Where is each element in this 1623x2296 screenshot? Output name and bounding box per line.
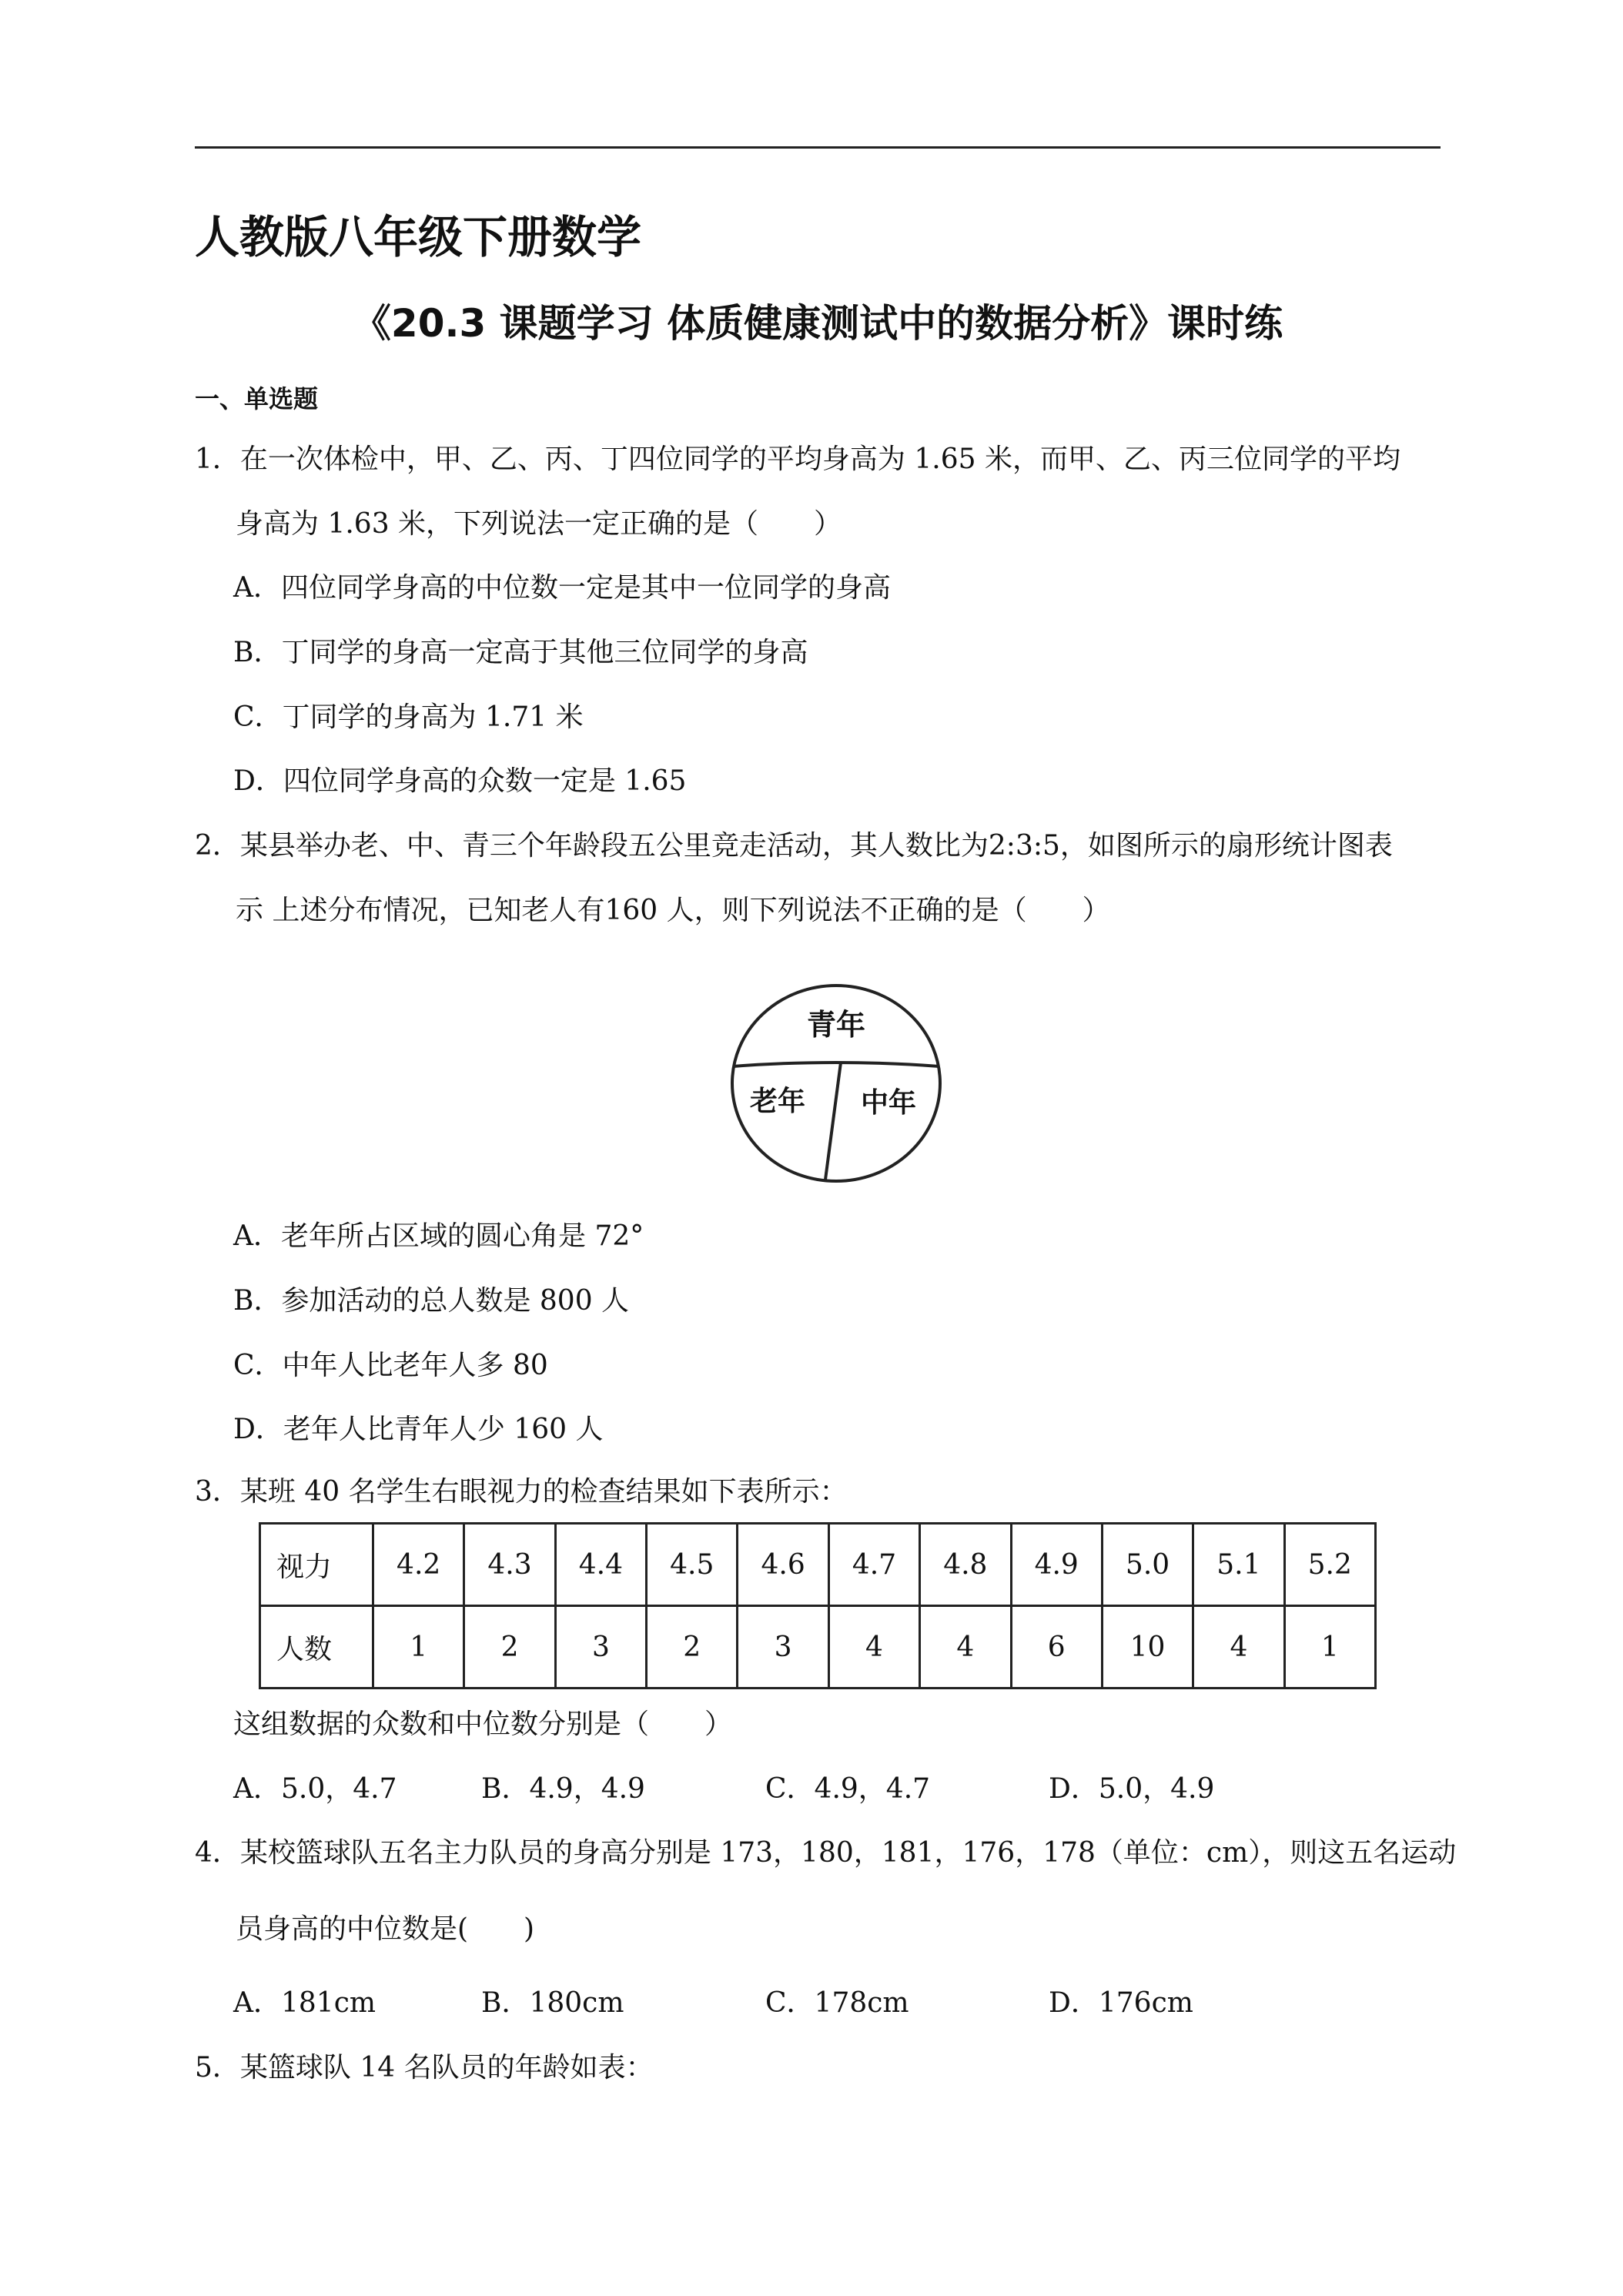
table-cell: 4 xyxy=(828,1606,919,1689)
question-5-text-line-1: 5．某篮球队 14 名队员的年龄如表： xyxy=(195,2052,654,2083)
table-cell: 10 xyxy=(1102,1606,1193,1689)
question-1-text-line-2: 身高为 1.63 米，下列说法一定正确的是（ ） xyxy=(236,508,842,540)
question-4-option-b: B．180cm xyxy=(481,1987,624,2019)
document-title: 人教版八年级下册数学 xyxy=(195,211,642,263)
question-3-option-a: A．5.0，4.7 xyxy=(233,1773,397,1805)
question-2-option-d: D．老年人比青年人少 160 人 xyxy=(233,1414,604,1445)
table-cell: 1 xyxy=(373,1606,464,1689)
pie-label-middle-aged: 中年 xyxy=(860,1087,917,1119)
table-cell: 4.8 xyxy=(920,1524,1011,1606)
table-row xyxy=(260,1524,1376,1606)
table-cell: 4.6 xyxy=(738,1524,828,1606)
question-3-option-c: C．4.9，4.7 xyxy=(765,1773,931,1805)
question-3-text-line-1: 3．某班 40 名学生右眼视力的检查结果如下表所示： xyxy=(195,1476,848,1508)
table-cell: 4.5 xyxy=(647,1524,738,1606)
table-cell: 5.0 xyxy=(1102,1524,1193,1606)
table-header-cell: 人数 xyxy=(260,1606,373,1689)
question-4-text-line-1: 4．某校篮球队五名主力队员的身高分别是 173，180，181，176，178（单位：cm），则这五名运动 xyxy=(195,1837,1457,1869)
table-header-cell: 视力 xyxy=(260,1524,373,1606)
pie-divider-horizontal xyxy=(733,1063,939,1066)
question-4-text-line-2: 员身高的中位数是( ) xyxy=(236,1913,535,1945)
header-rule xyxy=(195,146,1441,149)
table-cell: 4.4 xyxy=(555,1524,646,1606)
question-3-option-d: D．5.0，4.9 xyxy=(1049,1773,1215,1805)
document-subtitle: 《20.3 课题学习 体质健康测试中的数据分析》课时练 xyxy=(352,301,1283,346)
table-cell: 4.7 xyxy=(828,1524,919,1606)
question-2-option-a: A．老年所占区域的圆心角是 72° xyxy=(233,1220,644,1252)
table-cell: 4.9 xyxy=(1011,1524,1102,1606)
table-cell: 1 xyxy=(1284,1606,1375,1689)
question-2-option-c: C．中年人比老年人多 80 xyxy=(233,1350,548,1381)
question-1-option-b: B．丁同学的身高一定高于其他三位同学的身高 xyxy=(233,637,808,668)
table-cell: 4.2 xyxy=(373,1524,464,1606)
question-4-option-a: A．181cm xyxy=(233,1987,376,2019)
table-cell: 5.1 xyxy=(1193,1524,1284,1606)
table-cell: 4.3 xyxy=(464,1524,555,1606)
question-2-text-line-1: 2．某县举办老、中、青三个年龄段五公里竞走活动，其人数比为2:3:5，如图所示的扇形统计图表 xyxy=(195,830,1393,862)
question-1-option-a: A．四位同学身高的中位数一定是其中一位同学的身高 xyxy=(233,572,891,604)
section-heading: 一、单选题 xyxy=(195,384,319,413)
question-3-option-b: B．4.9，4.9 xyxy=(481,1773,645,1805)
table-cell: 3 xyxy=(738,1606,828,1689)
pie-label-elderly: 老年 xyxy=(749,1086,806,1117)
table-cell: 4 xyxy=(1193,1606,1284,1689)
table-cell: 2 xyxy=(647,1606,738,1689)
table-cell: 6 xyxy=(1011,1606,1102,1689)
question-1-text-line-1: 1．在一次体检中，甲、乙、丙、丁四位同学的平均身高为 1.65 米，而甲、乙、丙三位同学的平均 xyxy=(195,443,1400,475)
question-3-prompt: 这组数据的众数和中位数分别是（ ） xyxy=(233,1709,733,1740)
table-cell: 5.2 xyxy=(1284,1524,1375,1606)
table-cell: 4 xyxy=(920,1606,1011,1689)
question-4-option-c: C．178cm xyxy=(765,1987,909,2019)
table-cell: 3 xyxy=(555,1606,646,1689)
question-2-text-line-2: 示 上述分布情况，已知老人有160 人，则下列说法不正确的是（ ） xyxy=(236,895,1110,926)
question-1-option-d: D．四位同学身高的众数一定是 1.65 xyxy=(233,765,687,797)
vision-table xyxy=(259,1522,1377,1689)
pie-divider-vertical xyxy=(825,1063,841,1180)
table-cell: 2 xyxy=(464,1606,555,1689)
pie-chart xyxy=(728,982,944,1184)
pie-label-youth: 青年 xyxy=(806,1008,866,1042)
table-row xyxy=(260,1606,1376,1689)
question-1-option-c: C．丁同学的身高为 1.71 米 xyxy=(233,701,584,733)
question-4-option-d: D．176cm xyxy=(1049,1987,1193,2019)
question-2-option-b: B．参加活动的总人数是 800 人 xyxy=(233,1285,630,1317)
